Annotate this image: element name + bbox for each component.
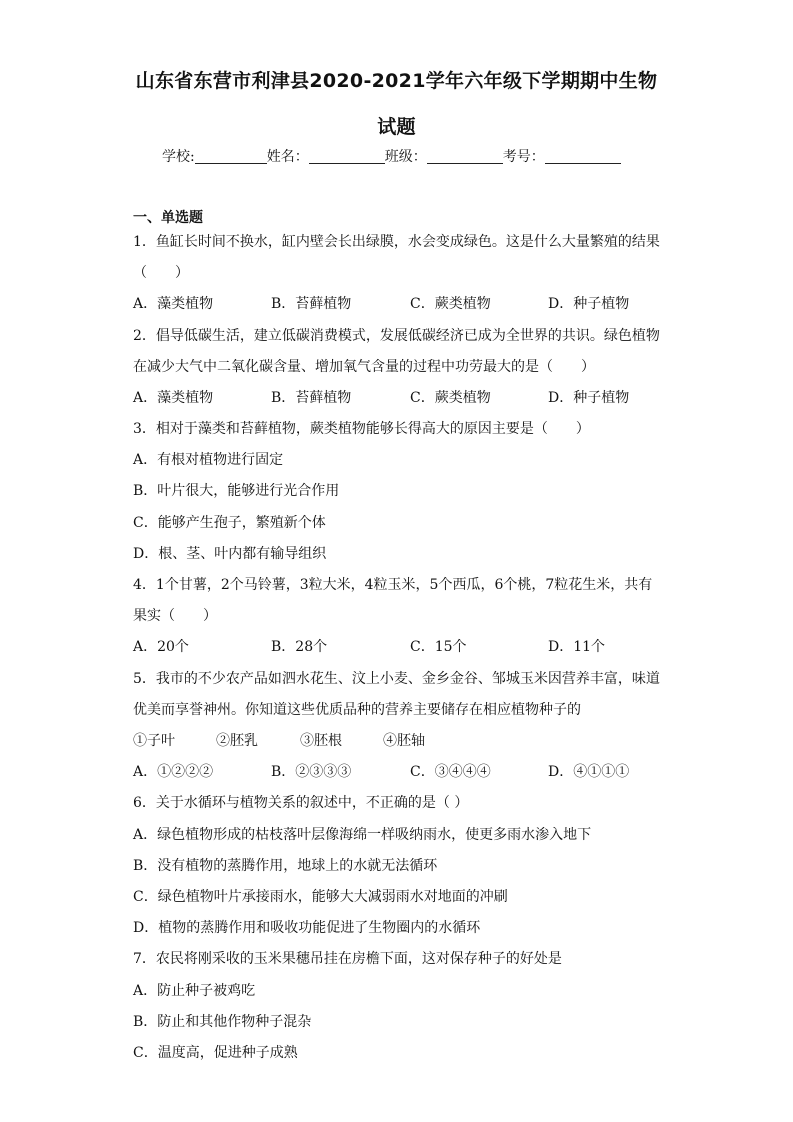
section-title: 一、单选题 <box>133 210 203 226</box>
option-b[interactable]: B．苔藓植物 <box>271 296 352 312</box>
question-7-option-a[interactable]: A．防止种子被鸡吃 <box>133 983 256 999</box>
question-6-line-1: 6．关于水循环与植物关系的叙述中，不正确的是（ ） <box>133 795 469 811</box>
option-b[interactable]: B．28个 <box>271 639 328 655</box>
option-d[interactable]: D．④①①① <box>548 764 630 780</box>
question-6-option-b[interactable]: B．没有植物的蒸腾作用，地球上的水就无法循环 <box>133 858 438 874</box>
school-blank[interactable] <box>195 149 267 164</box>
option-a[interactable]: A．20个 <box>133 639 189 655</box>
item-2: ②胚乳 <box>216 733 258 749</box>
question-4-line-1: 4．1个甘薯，2个马铃薯，3粒大米，4粒玉米，5个西瓜，6个桃，7粒花生米，共有 <box>133 577 653 593</box>
question-4-line-2: 果实（ ） <box>133 608 217 624</box>
question-2-line-2: 在减少大气中二氧化碳含量、增加氧气含量的过程中功劳最大的是（ ） <box>133 359 595 375</box>
option-b[interactable]: B．②③③③ <box>271 764 352 780</box>
question-3-option-c[interactable]: C．能够产生孢子，繁殖新个体 <box>133 515 326 531</box>
page-title: 山东省东营市利津县2020-2021学年六年级下学期期中生物 <box>135 70 658 92</box>
option-d[interactable]: D．种子植物 <box>548 390 630 406</box>
option-c[interactable]: C．③④④④ <box>410 764 491 780</box>
name-blank[interactable] <box>309 149 385 164</box>
option-c[interactable]: C．15个 <box>410 639 467 655</box>
question-5-line-1: 5．我市的不少农产品如泗水花生、汶上小麦、金乡金谷、邹城玉米因营养丰富，味道 <box>133 671 660 687</box>
student-info-row <box>162 146 621 166</box>
question-5-line-2: 优美而享誉神州。你知道这些优质品种的营养主要储存在相应植物种子的 <box>133 702 581 718</box>
question-1-line-1: 1．鱼缸长时间不换水，缸内壁会长出绿膜，水会变成绿色。这是什么大量繁殖的结果 <box>133 234 660 250</box>
item-3: ③胚根 <box>300 733 342 749</box>
question-7-line-1: 7．农民将刚采收的玉米果穗吊挂在房檐下面，这对保存种子的好处是 <box>133 951 562 967</box>
question-7-option-c[interactable]: C．温度高，促进种子成熟 <box>133 1045 298 1061</box>
option-c[interactable]: C．蕨类植物 <box>410 390 491 406</box>
name-label: 姓名： <box>266 149 309 165</box>
question-1-line-2: （ ） <box>133 265 189 281</box>
exam-no-label: 考号： <box>502 149 545 165</box>
question-6-option-a[interactable]: A．绿色植物形成的枯枝落叶层像海绵一样吸纳雨水，使更多雨水渗入地下 <box>133 827 592 843</box>
option-a[interactable]: A．①②②② <box>133 764 214 780</box>
item-4: ④胚轴 <box>383 733 425 749</box>
question-3-line-1: 3．相对于藻类和苔藓植物，蕨类植物能够长得高大的原因主要是（ ） <box>133 421 590 437</box>
question-3-option-a[interactable]: A．有根对植物进行固定 <box>133 452 284 468</box>
class-label: 班级： <box>384 149 427 165</box>
item-1: ①子叶 <box>133 733 175 749</box>
option-a[interactable]: A．藻类植物 <box>133 296 214 312</box>
option-b[interactable]: B．苔藓植物 <box>271 390 352 406</box>
option-d[interactable]: D．11个 <box>548 639 606 655</box>
question-7-option-b[interactable]: B．防止和其他作物种子混杂 <box>133 1014 312 1030</box>
option-d[interactable]: D．种子植物 <box>548 296 630 312</box>
school-label: 学校: <box>162 149 195 165</box>
page-title-line2: 试题 <box>377 116 416 138</box>
option-a[interactable]: A．藻类植物 <box>133 390 214 406</box>
exam-no-blank[interactable] <box>545 149 621 164</box>
class-blank[interactable] <box>427 149 503 164</box>
question-6-option-c[interactable]: C．绿色植物叶片承接雨水，能够大大减弱雨水对地面的冲刷 <box>133 889 508 905</box>
question-3-option-b[interactable]: B．叶片很大，能够进行光合作用 <box>133 483 340 499</box>
option-c[interactable]: C．蕨类植物 <box>410 296 491 312</box>
question-2-line-1: 2．倡导低碳生活，建立低碳消费模式，发展低碳经济已成为全世界的共识。绿色植物 <box>133 328 660 344</box>
question-6-option-d[interactable]: D．植物的蒸腾作用和吸收功能促进了生物圈内的水循环 <box>133 920 481 936</box>
question-3-option-d[interactable]: D．根、茎、叶内都有输导组织 <box>133 546 327 562</box>
